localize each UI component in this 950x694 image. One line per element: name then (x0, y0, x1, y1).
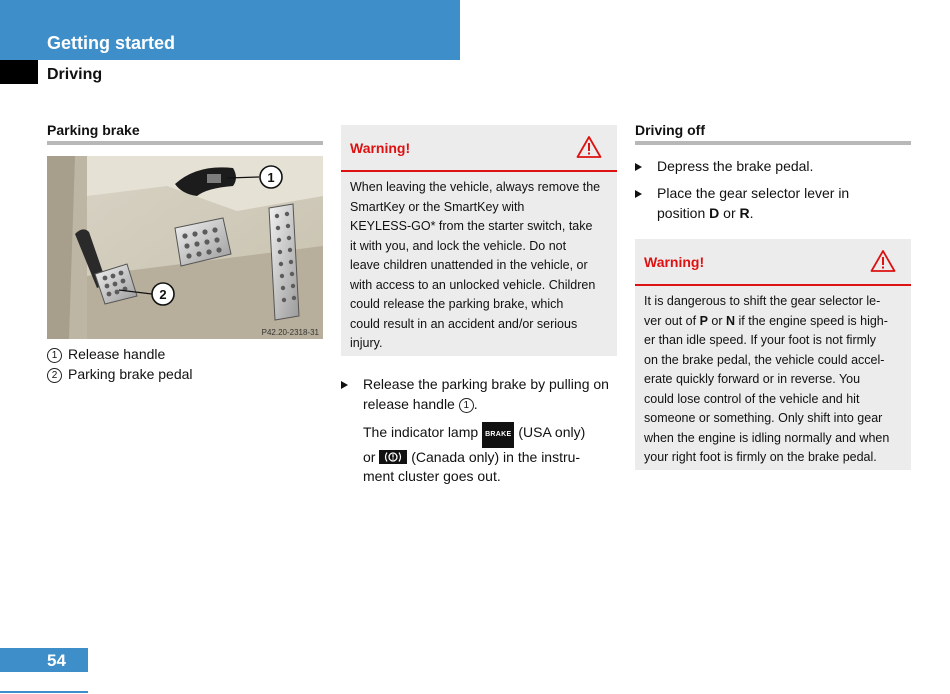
heading-rule (635, 141, 911, 145)
warning-line: on the brake pedal, the vehicle could accel- (644, 352, 885, 367)
parking-brake-heading: Parking brake (47, 122, 140, 138)
heading-rule (47, 141, 323, 145)
warning-line: could lose control of the vehicle and hit (644, 391, 860, 406)
warning-box-gear-selector (635, 239, 911, 470)
warning-text (635, 286, 911, 476)
parking-brake-illustration (47, 156, 323, 339)
warning-text (341, 172, 617, 362)
warning-line: KEYLESS-GO* from the starter switch, take (350, 219, 593, 233)
driving-off-heading: Driving off (635, 122, 705, 138)
svg-text:1: 1 (267, 170, 275, 185)
parking-brake-lamp-icon (379, 450, 407, 464)
warning-line: it with you, and lock the vehicle. Do not (350, 238, 567, 253)
bullet-arrow-icon (635, 163, 642, 171)
warning-line: erate quickly forward or in reverse. You (644, 372, 861, 386)
warning-line: someone or something. Only shift into gear (644, 411, 883, 425)
legend-label: Release handle (68, 346, 166, 362)
legend-item (47, 366, 193, 383)
step-gear-selector: Place the gear selector lever in position D or R. (635, 184, 911, 223)
warning-header (635, 239, 911, 286)
footer-rule (0, 691, 88, 693)
warning-triangle-icon (576, 135, 602, 159)
warning-line: could release the parking brake, which (350, 297, 564, 311)
svg-text:2: 2 (159, 287, 167, 302)
legend-number: 2 (47, 368, 62, 383)
chapter-title: Getting started (47, 33, 176, 53)
warning-line: SmartKey or the SmartKey with (350, 199, 525, 214)
indicator-lamp-paragraph: The indicator lamp BRAKE (USA only) or (Canada only) in the instru- ment cluster goes out. (363, 424, 586, 484)
warning-box-children (341, 125, 617, 356)
warning-line: ver out of P or N if the engine speed is high- (644, 313, 888, 328)
warning-line: your right foot is firmly on the brake pedal. (644, 450, 877, 464)
warning-line: It is dangerous to shift the gear selector le- (644, 294, 881, 308)
step-depress-brake: Depress the brake pedal. (635, 157, 911, 177)
page-number-box (0, 648, 88, 672)
bullet-arrow-icon (341, 381, 348, 389)
warning-line: leave children unattended in the vehicle, or (350, 258, 588, 272)
warning-line: injury. (350, 336, 383, 350)
section-marker (0, 60, 38, 84)
warning-title: Warning! (350, 140, 411, 156)
legend-item (47, 346, 165, 363)
section-title: Driving (47, 66, 103, 83)
legend-label: Parking brake pedal (68, 366, 193, 382)
brake-lamp-icon: BRAKE (482, 422, 514, 448)
legend-number: 1 (47, 348, 62, 363)
warning-header (341, 125, 617, 172)
warning-line: when the engine is idling normally and when (644, 430, 890, 445)
image-code: P42.20-2318-31 (261, 328, 319, 337)
warning-line: could result in an accident and/or serious (350, 316, 578, 331)
warning-title: Warning! (644, 254, 705, 270)
step-release-brake: Release the parking brake by pulling on release handle 1 . (341, 375, 621, 414)
page-number: 54 (47, 651, 66, 670)
warning-triangle-icon (870, 249, 896, 273)
inline-number: 1 (459, 398, 474, 413)
warning-line: er than idle speed. If your foot is not firmly (644, 333, 877, 347)
bullet-arrow-icon (635, 190, 642, 198)
warning-line: with access to an unlocked vehicle. Children (350, 277, 596, 292)
warning-line: When leaving the vehicle, always remove the (350, 180, 601, 194)
